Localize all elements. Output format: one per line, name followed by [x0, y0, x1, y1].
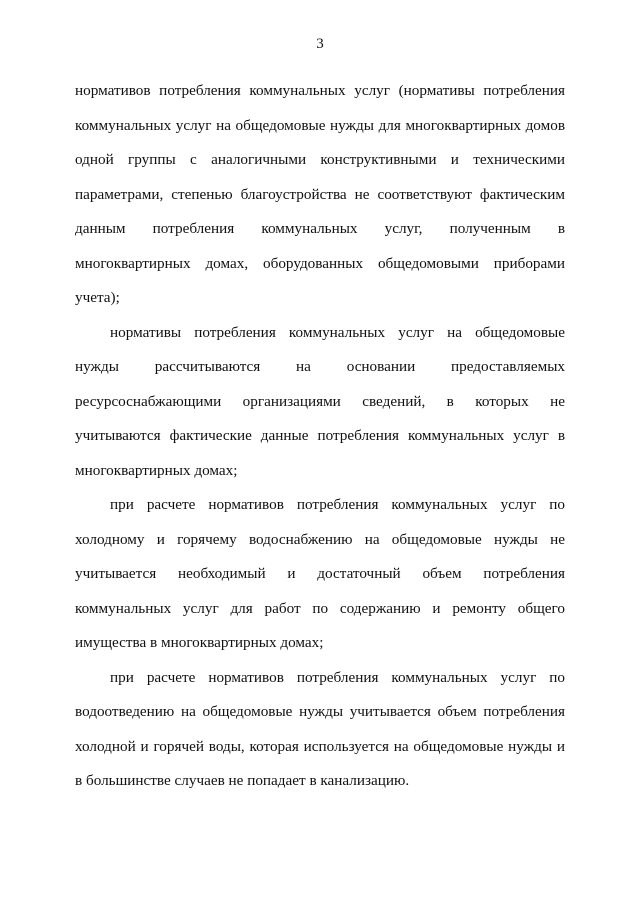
paragraph-4: при расчете нормативов потребления коммунальных услуг по водоотведению на общедомовые нужды учитывается объем потребления холодной и горячей воды, которая используется на общедомовые нужды и в большинстве случаев не попадает в канализацию.: [75, 668, 565, 789]
paragraph-2: нормативы потребления коммунальных услуг на общедомовые нужды рассчитываются на основании предоставляемых ресурсоснабжающими организациями сведений, в которых не учитываются фактические данные потребления коммунальных услуг в многоквартирных домах;: [75, 323, 565, 479]
page-number: 3: [316, 36, 324, 52]
paragraph-3: при расчете нормативов потребления коммунальных услуг по холодному и горячему водоснабжению на общедомовые нужды не учитывается необходимый и достаточный объем потребления коммунальных услуг для работ по содержанию и ремонту общего имущества в многоквартирных домах;: [75, 496, 565, 651]
document-body: [75, 74, 565, 799]
paragraph-1: нормативов потребления коммунальных услуг (нормативы потребления коммунальных услуг на общедомовые нужды для многоквартирных домов одной группы с аналогичными конструктивными и техническими параметрами, степенью благоустройства не соответствуют фактическим данным потребления коммунальных услуг, полученным в многоквартирных домах, оборудованных общедомовыми приборами учета);: [75, 82, 565, 306]
